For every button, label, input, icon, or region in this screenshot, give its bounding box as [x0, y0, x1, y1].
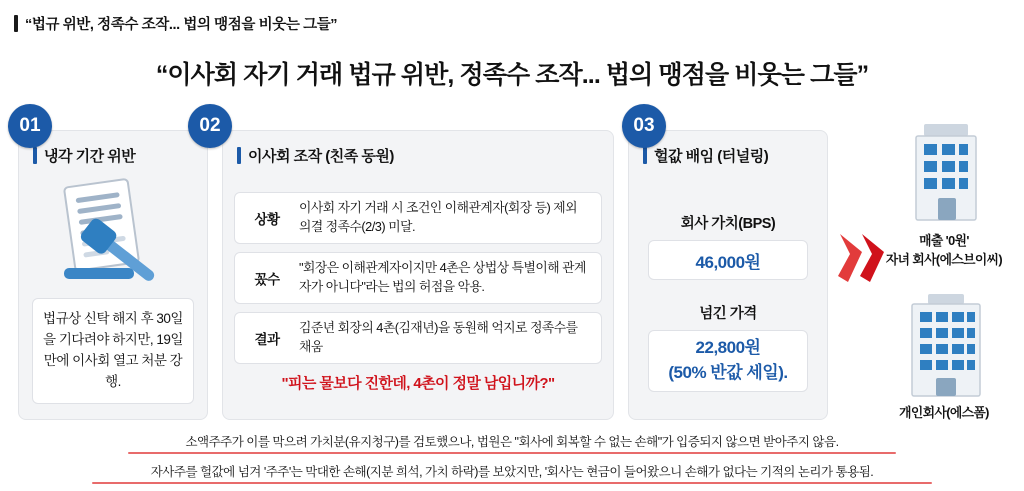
building-caption-top-line1: 매출 '0원' [919, 233, 969, 248]
detail-row-label: 상황 [254, 212, 280, 227]
detail-row-text: 김준년 회장의 4촌(김재년)을 동원해 억지로 정족수를 채움 [299, 320, 578, 354]
footer-note-2: 자사주를 헐값에 넘겨 '주주'는 막대한 손해(지분 희석, 가치 하락)를 보았지만, '회사'는 현금이 들어왔으니 손해가 없다는 기적의 논리가 통용됨. [150, 465, 874, 479]
panel-2-accent-bar-icon [237, 147, 241, 164]
footer-underline-2 [92, 482, 932, 484]
value-box-amount: 46,000원 [695, 252, 761, 272]
panel-3-title: 헐값 배임 (터널링) [654, 148, 769, 165]
value-box-subtext: (50% 반값 세일). [668, 363, 788, 382]
office-building-icon [898, 118, 994, 228]
panel-1-note-text: 법규상 신탁 해지 후 30일을 기다려야 하지만, 19일 만에 이사회 열고 처분 강행. [43, 311, 183, 389]
step-badge-01: 01 [8, 104, 52, 148]
building-caption-bottom-line1: 개인회사(에스폼) [899, 405, 989, 420]
detail-row [234, 312, 602, 364]
kicker-text: “법규 위반, 정족수 조작... 법의 맹점을 비웃는 그들” [25, 17, 338, 33]
panel-2-header [223, 131, 613, 166]
detail-row-text: "회장은 이해관계자이지만 4촌은 상법상 특별이해 관계자가 아니다"라는 법의 허점을 악용. [299, 260, 586, 294]
step-badge-02: 02 [188, 104, 232, 148]
panel-3-accent-bar-icon [643, 147, 647, 164]
panel-1-accent-bar-icon [33, 147, 37, 164]
value-box-transfer-price [648, 330, 808, 392]
detail-row-text: 이사회 자기 거래 시 조건인 이해관계자(회장 등) 제외 의결 정족수(2/3) 미달. [299, 200, 578, 234]
building-caption-bottom [862, 404, 1024, 423]
step-badge-03: 03 [622, 104, 666, 148]
detail-row [234, 252, 602, 304]
value-label-company-worth: 회사 가치(BPS) [680, 216, 776, 232]
value-box-company-worth [648, 240, 808, 280]
detail-row-label: 결과 [254, 332, 280, 347]
value-box-amount: 22,800원 [695, 338, 761, 358]
building-caption-top-line2: 자녀 회사(에스브이씨) [885, 251, 1003, 267]
document-gavel-icon [48, 176, 180, 286]
footer-note-1: 소액주주가 이를 막으려 가치분(유지청구)를 검토했으나, 법원은 "회사에 회복할 수 없는 손해"가 입증되지 않으면 받아주지 않음. [185, 435, 839, 449]
detail-row [234, 192, 602, 244]
building-caption-top [862, 232, 1024, 269]
panel-1-note-box [32, 298, 194, 404]
value-label-transfer-price: 넘긴 가격 [699, 306, 757, 322]
panel-1-title: 냉각 기간 위반 [44, 148, 136, 165]
panel-2-title: 이사회 조작 (친족 동원) [248, 148, 394, 165]
panel-2-quote: "피는 물보다 진한데, 4촌이 정말 남입니까?" [281, 375, 555, 392]
office-building-icon [898, 292, 994, 402]
footer-underline-1 [128, 452, 896, 454]
detail-row-label: 꽀수 [254, 272, 280, 287]
kicker-bar-icon [14, 15, 18, 32]
kicker [14, 13, 337, 34]
page-title: “이사회 자기 거래 법규 위반, 정족수 조작... 법의 맹점을 비웃는 그들” [155, 61, 869, 89]
